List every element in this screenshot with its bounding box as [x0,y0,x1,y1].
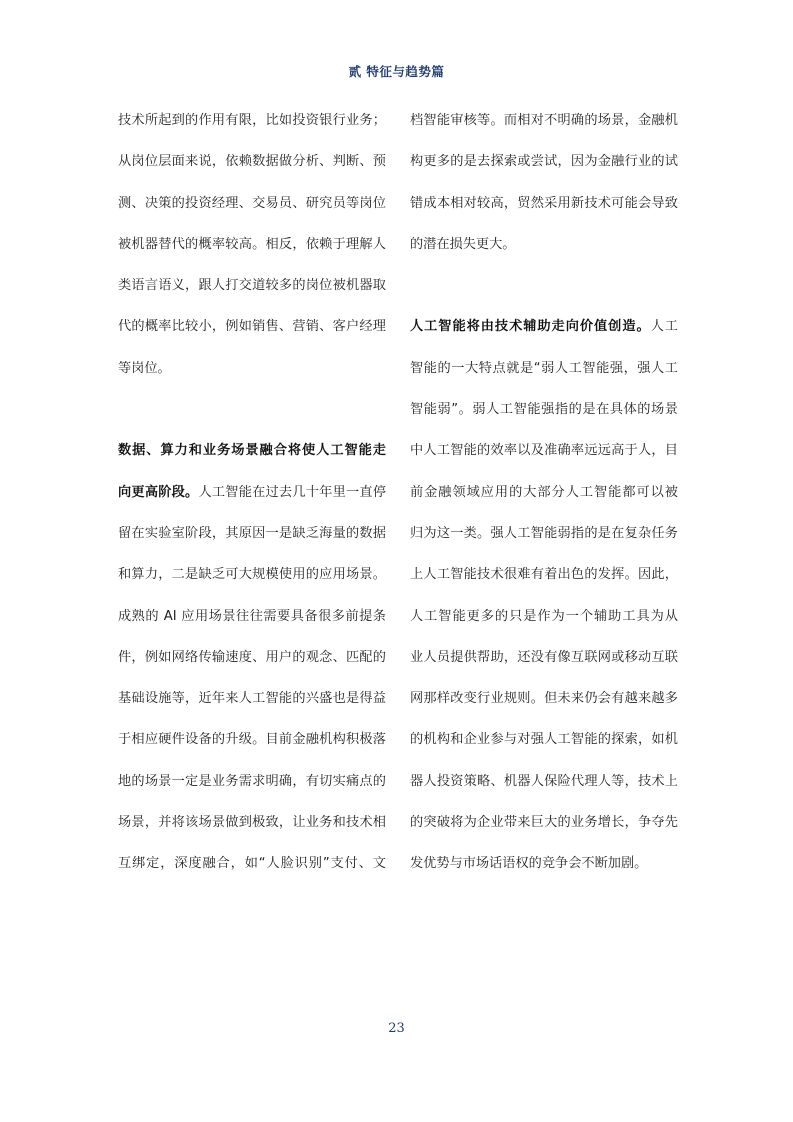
text-line: 测、决策的投资经理、交易员、研究员等岗位 [118,195,386,211]
text-line: 中人工智能的效率以及准确率远远高于人，目 [410,443,678,459]
text-line: 人工智能更多的只是作为一个辅助工具为从 [410,608,678,624]
text-line: 智能的一大特点就是“弱人工智能强，强人工 [410,360,678,376]
text-line: 留在实验室阶段，其原因一是缺乏海量的数据 [118,525,386,541]
text-line: 器人投资策略、机器人保险代理人等，技术上 [410,773,678,789]
text-line: 成熟的 AI 应用场景往往需要具备很多前提条 [118,608,386,624]
paragraph-unclear-scenarios [410,100,678,265]
text-line: 被机器替代的概率较高。相反，依赖于理解人 [118,236,386,252]
text-line: 类语言语义，跟人打交道较多的岗位被机器取 [118,278,386,294]
left-column [118,100,386,885]
text-line: 技术所起到的作用有限，比如投资银行业务； [118,113,386,128]
text-line: 地的场景一定是业务需求明确，有切实痛点的 [118,773,386,789]
page-header: 贰 特征与趋势篇 [348,64,445,79]
paragraph-job-replacement [118,100,386,389]
text-line: 的机构和企业参与对强人工智能的探索，如机 [410,732,678,748]
text-line: 前金融领域应用的大部分人工智能都可以被 [410,484,678,500]
text-line: 于相应硬件设备的升级。目前金融机构积极落 [118,732,386,748]
text-line: 基础设施等，近年来人工智能的兴盛也是得益 [118,691,386,707]
paragraph-data-compute-scenarios [118,430,386,884]
text-line: 的潜在损失更大。 [410,236,516,252]
page-number: 23 [388,1021,405,1036]
text-line: 档智能审核等。而相对不明确的场景，金融机 [410,113,678,128]
text-line: 等岗位。 [118,360,171,376]
text-line: 发优势与市场话语权的竞争会不断加剧。 [410,856,648,872]
paragraph-value-creation [410,306,678,884]
text-line: 件，例如网络传输速度、用户的观念、匹配的 [118,649,386,665]
text-line: 代的概率比较小，例如销售、营销、客户经理 [118,319,386,335]
text-line [410,306,678,347]
text-line: 互绑定，深度融合，如“人脸识别”支付、文 [118,856,386,872]
text-line: 错成本相对较高，贸然采用新技术可能会导致 [410,195,678,211]
text-line: 业人员提供帮助，还没有像互联网或移动互联 [410,649,678,665]
text-line [118,472,386,513]
text-line: 和算力，二是缺乏可大规模使用的应用场景。 [118,567,386,583]
text-line: 网那样改变行业规则。但未来仍会有越来越多 [410,691,678,707]
text-line: 智能弱”。弱人工智能强指的是在具体的场景 [410,402,678,418]
text-segment: 人工 [650,319,678,335]
right-column [410,100,678,885]
text-segment: 人工智能在过去几十年里一直停 [198,484,387,500]
text-line: 从岗位层面来说，依赖数据做分析、判断、预 [118,154,386,170]
section-heading: 数据、算力和业务场景融合将使人工智能走 [118,443,386,459]
section-heading-continued: 向更高阶段。 [118,484,199,500]
text-line: 场景，并将该场景做到极致，让业务和技术相 [118,815,386,831]
text-line: 归为这一类。强人工智能弱指的是在复杂任务 [410,525,678,541]
section-heading: 人工智能将由技术辅助走向价值创造。 [410,319,651,335]
text-line: 构更多的是去探索或尝试，因为金融行业的试 [410,154,678,170]
text-line: 的突破将为企业带来巨大的业务增长，争夺先 [410,815,678,831]
text-line: 上人工智能技术很难有着出色的发挥。因此， [410,567,678,583]
